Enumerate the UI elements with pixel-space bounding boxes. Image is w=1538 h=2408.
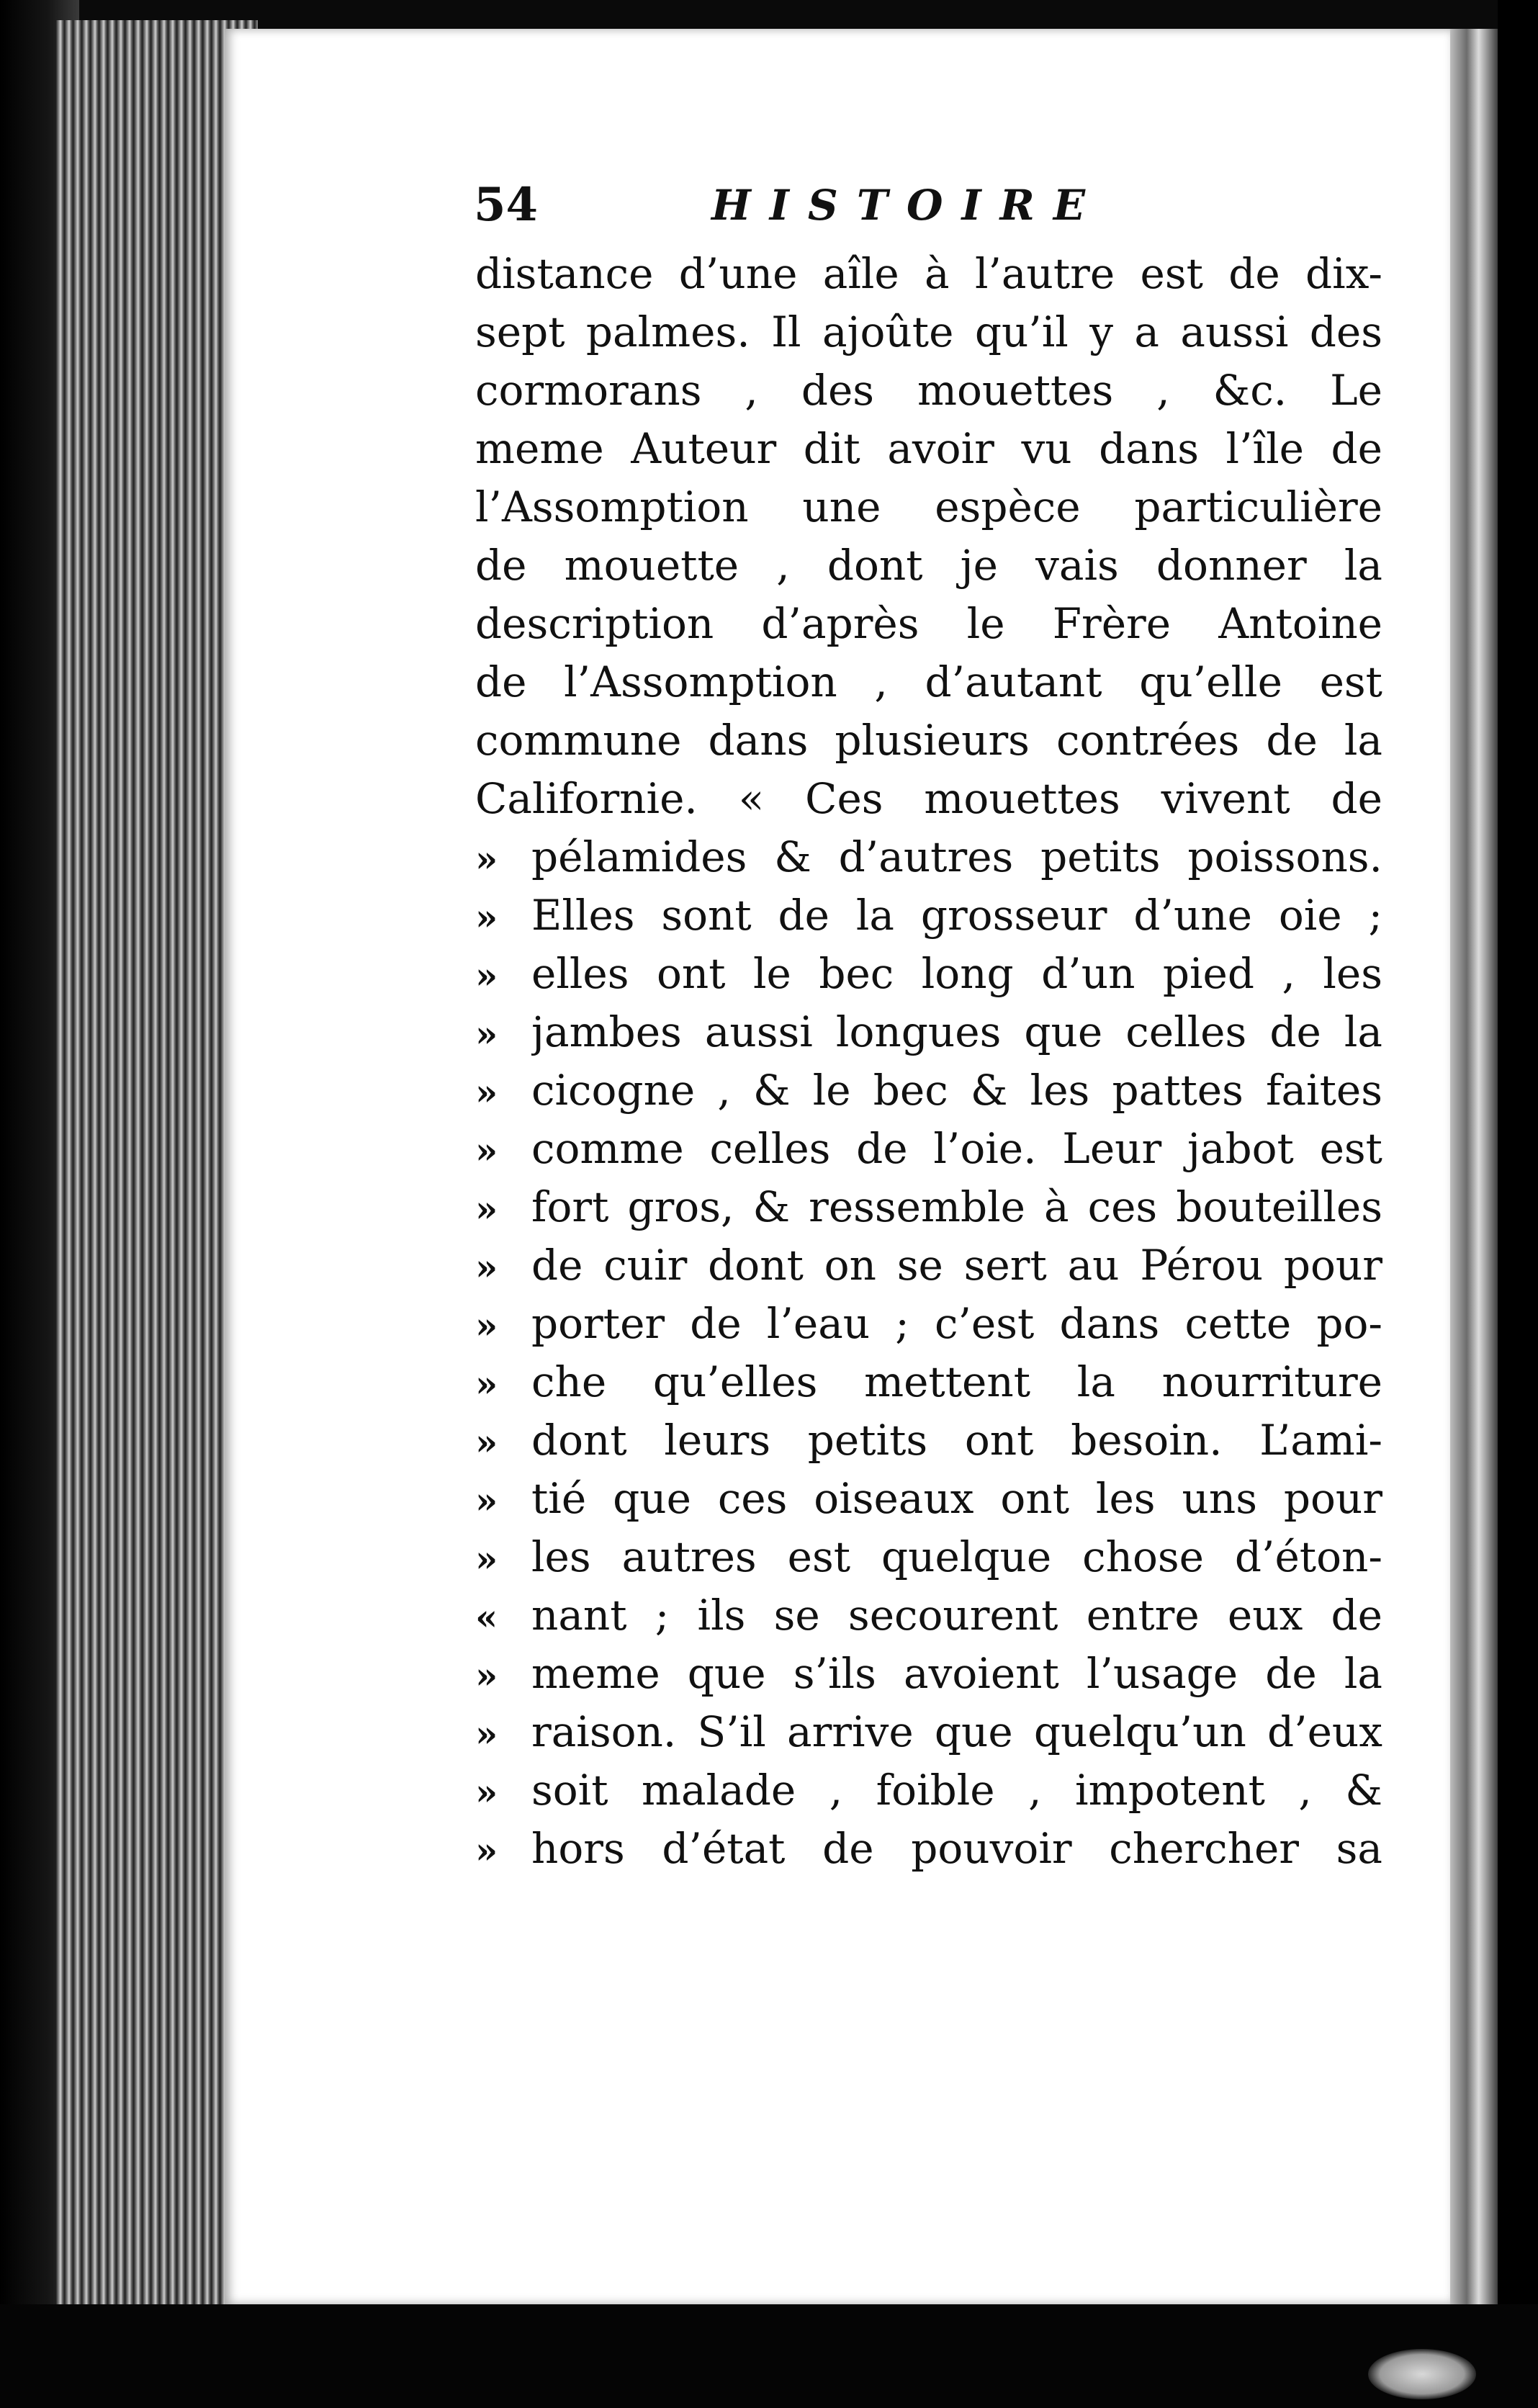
quotation-mark: « [475, 1596, 498, 1638]
line-text: hors d’état de pouvoir chercher sa [531, 1824, 1382, 1873]
text-line [475, 478, 1382, 536]
line-text: che qu’elles mettent la nourriture [531, 1357, 1382, 1406]
running-head-title: HISTOIRE [711, 181, 1105, 230]
line-text: l’Assomption une espèce particulière [475, 482, 1382, 531]
line-text: commune dans plusieurs contrées de la [475, 716, 1382, 765]
quotation-mark: » [475, 1129, 498, 1172]
text-line [475, 1470, 1382, 1528]
line-text: les autres est quelque chose d’éton- [531, 1532, 1382, 1581]
quotation-mark: » [475, 1421, 498, 1463]
text-line [475, 1178, 1382, 1236]
text-line [475, 945, 1382, 1003]
text-line [475, 1353, 1382, 1411]
running-head [474, 176, 1410, 234]
page-number: 54 [474, 178, 539, 232]
line-text: meme Auteur dit avoir vu dans l’île de [475, 424, 1382, 473]
text-line [475, 1120, 1382, 1178]
quotation-mark: » [475, 1012, 498, 1055]
quotation-mark: » [475, 1654, 498, 1697]
text-line [475, 770, 1382, 828]
quotation-mark: » [475, 837, 498, 880]
text-line [475, 245, 1382, 303]
text-line [475, 420, 1382, 478]
line-text: de mouette , dont je vais donner la [475, 541, 1382, 590]
text-line [475, 1645, 1382, 1703]
text-line [475, 303, 1382, 361]
text-line [475, 361, 1382, 420]
text-line [475, 1061, 1382, 1120]
line-text: tié que ces oiseaux ont les uns pour [531, 1474, 1382, 1523]
text-line [475, 828, 1382, 886]
text-line [475, 595, 1382, 653]
line-text: Elles sont de la grosseur d’une oie ; [531, 891, 1382, 940]
text-line [475, 1820, 1382, 1878]
quotation-mark: » [475, 896, 498, 938]
text-line [475, 1003, 1382, 1061]
quotation-mark: » [475, 1829, 498, 1872]
text-line [475, 1295, 1382, 1353]
quotation-mark: » [475, 1479, 498, 1522]
line-text: Californie. « Ces mouettes vivent de [475, 774, 1382, 823]
line-text: fort gros, & ressemble à ces bouteilles [531, 1182, 1382, 1231]
line-text: raison. S’il arrive que quelqu’un d’eux [531, 1707, 1382, 1756]
text-line [475, 1761, 1382, 1820]
text-line [475, 1586, 1382, 1645]
quotation-mark: » [475, 1187, 498, 1230]
line-text: de l’Assomption , d’autant qu’elle est [475, 657, 1382, 706]
line-text: soit malade , foible , impotent , & [531, 1766, 1382, 1815]
line-text: comme celles de l’oie. Leur jabot est [531, 1124, 1382, 1173]
text-line [475, 653, 1382, 711]
book-right-edge [1450, 29, 1498, 2304]
quotation-mark: » [475, 1304, 498, 1347]
quotation-mark: » [475, 1537, 498, 1580]
text-line [475, 1528, 1382, 1586]
text-line [475, 711, 1382, 770]
line-text: jambes aussi longues que celles de la [531, 1007, 1382, 1056]
line-text: nant ; ils se secourent entre eux de [531, 1591, 1382, 1640]
line-text: cormorans , des mouettes , &c. Le [475, 366, 1382, 415]
quotation-mark: » [475, 1246, 498, 1288]
line-text: de cuir dont on se sert au Pérou pour [531, 1241, 1382, 1290]
line-text: porter de l’eau ; c’est dans cette po- [531, 1299, 1382, 1348]
quotation-mark: » [475, 1712, 498, 1755]
line-text: meme que s’ils avoient l’usage de la [531, 1649, 1382, 1698]
line-text: distance d’une aîle à l’autre est de dix- [475, 249, 1382, 298]
scan-blot [1368, 2349, 1476, 2399]
scan-bottom-margin [0, 2304, 1538, 2408]
line-text: elles ont le bec long d’un pied , les [531, 949, 1382, 998]
quotation-mark: » [475, 1362, 498, 1405]
text-line [475, 1703, 1382, 1761]
body-text [475, 245, 1382, 1878]
line-text: pélamides & d’autres petits poissons. [531, 832, 1382, 881]
quotation-mark: » [475, 954, 498, 997]
line-text: description d’après le Frère Antoine [475, 599, 1382, 648]
quotation-mark: » [475, 1071, 498, 1113]
line-text: sept palmes. Il ajoûte qu’il y a aussi des [475, 307, 1382, 356]
scan-right-margin [1498, 0, 1538, 2408]
quotation-mark: » [475, 1771, 498, 1813]
text-line [475, 536, 1382, 595]
line-text: cicogne , & le bec & les pattes faites [531, 1066, 1382, 1115]
text-line [475, 886, 1382, 945]
text-line [475, 1236, 1382, 1295]
line-text: dont leurs petits ont besoin. L’ami- [531, 1416, 1382, 1465]
text-line [475, 1411, 1382, 1470]
